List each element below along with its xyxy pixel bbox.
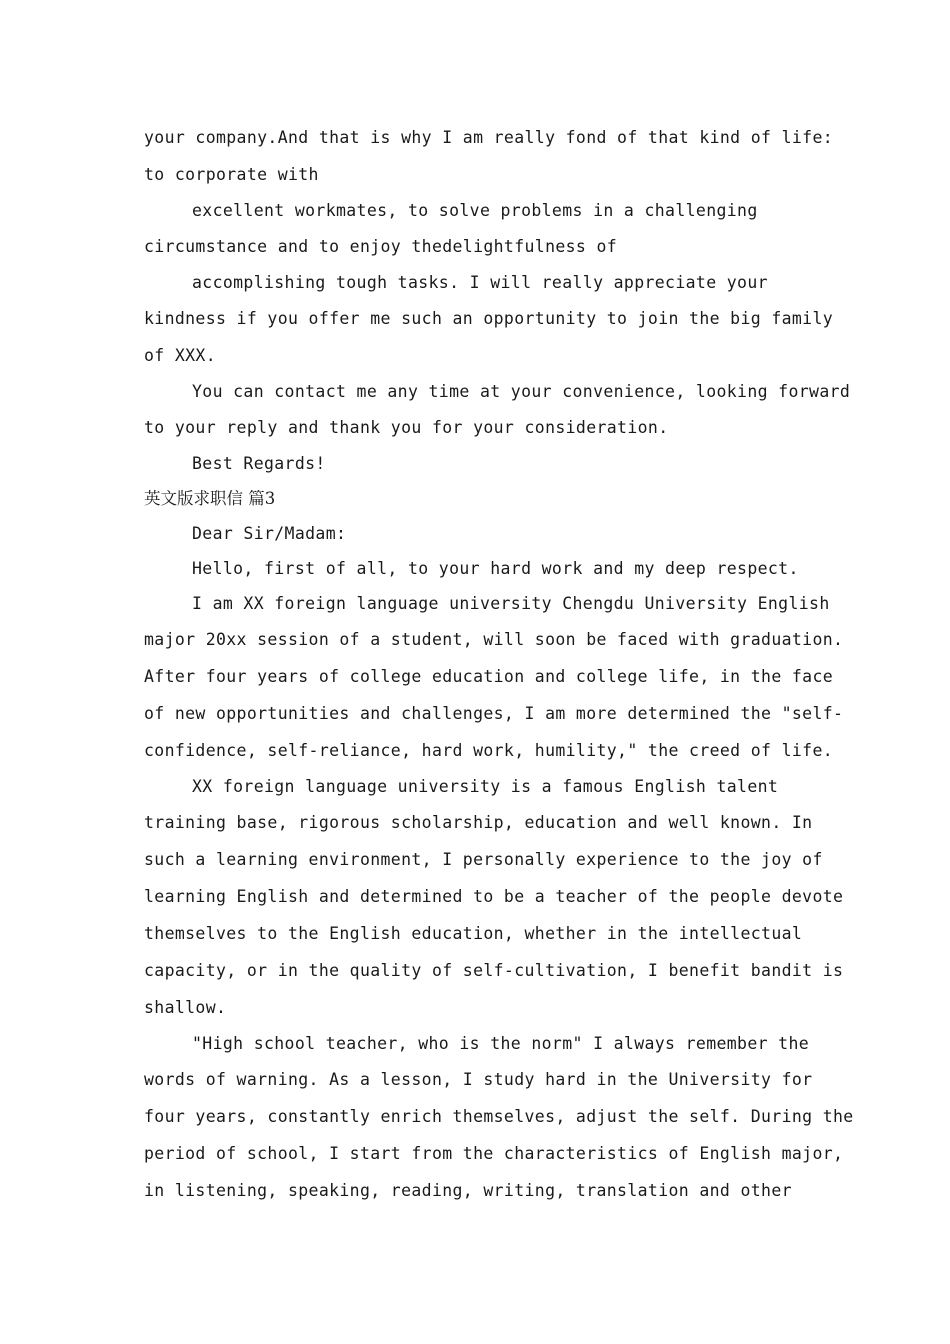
text-line: circumstance and to enjoy thedelightfulness of (144, 237, 618, 256)
paragraph-line: accomplishing tough tasks. I will really appreciate your (192, 273, 768, 292)
text-line: training base, rigorous scholarship, education and well known. In (144, 813, 813, 832)
text-line: period of school, I start from the characteristics of English major, (144, 1144, 844, 1163)
text-line: four years, constantly enrich themselves, adjust the self. During the (144, 1107, 854, 1126)
text-line: in listening, speaking, reading, writing, translation and other (144, 1181, 792, 1200)
text-line: to corporate with (144, 165, 319, 184)
text-line: of new opportunities and challenges, I am more determined the "self- (144, 704, 844, 723)
text-line: shallow. (144, 998, 227, 1017)
text-line: words of warning. As a lesson, I study hard in the University for (144, 1070, 813, 1089)
text-line: themselves to the English education, whether in the intellectual (144, 924, 803, 943)
text-line: learning English and determined to be a teacher of the people devote (144, 887, 844, 906)
text-line: capacity, or in the quality of self-cultivation, I benefit bandit is (144, 961, 844, 980)
section-heading: 英文版求职信 篇3 (144, 489, 276, 508)
text-line: major 20xx session of a student, will soon be faced with graduation. (144, 630, 844, 649)
text-line: such a learning environment, I personally experience to the joy of (144, 850, 823, 869)
text-line: confidence, self-reliance, hard work, humility," the creed of life. (144, 741, 834, 760)
salutation-line: Dear Sir/Madam: (192, 524, 347, 543)
paragraph-line: You can contact me any time at your convenience, looking forward (192, 382, 851, 401)
paragraph-line: I am XX foreign language university Chengdu University English (192, 594, 830, 613)
closing-line: Best Regards! (192, 454, 326, 473)
text-line: of XXX. (144, 346, 216, 365)
paragraph-line: "High school teacher, who is the norm" I always remember the (192, 1034, 810, 1053)
text-line: kindness if you offer me such an opportunity to join the big family (144, 309, 834, 328)
text-line: After four years of college education and college life, in the face (144, 667, 834, 686)
paragraph-line: Hello, first of all, to your hard work and my deep respect. (192, 559, 799, 578)
text-line: your company.And that is why I am really fond of that kind of life: (144, 128, 834, 147)
paragraph-line: XX foreign language university is a famous English talent (192, 777, 779, 796)
text-line: to your reply and thank you for your consideration. (144, 418, 669, 437)
paragraph-line: excellent workmates, to solve problems in a challenging (192, 201, 758, 220)
document-body (144, 119, 854, 1209)
